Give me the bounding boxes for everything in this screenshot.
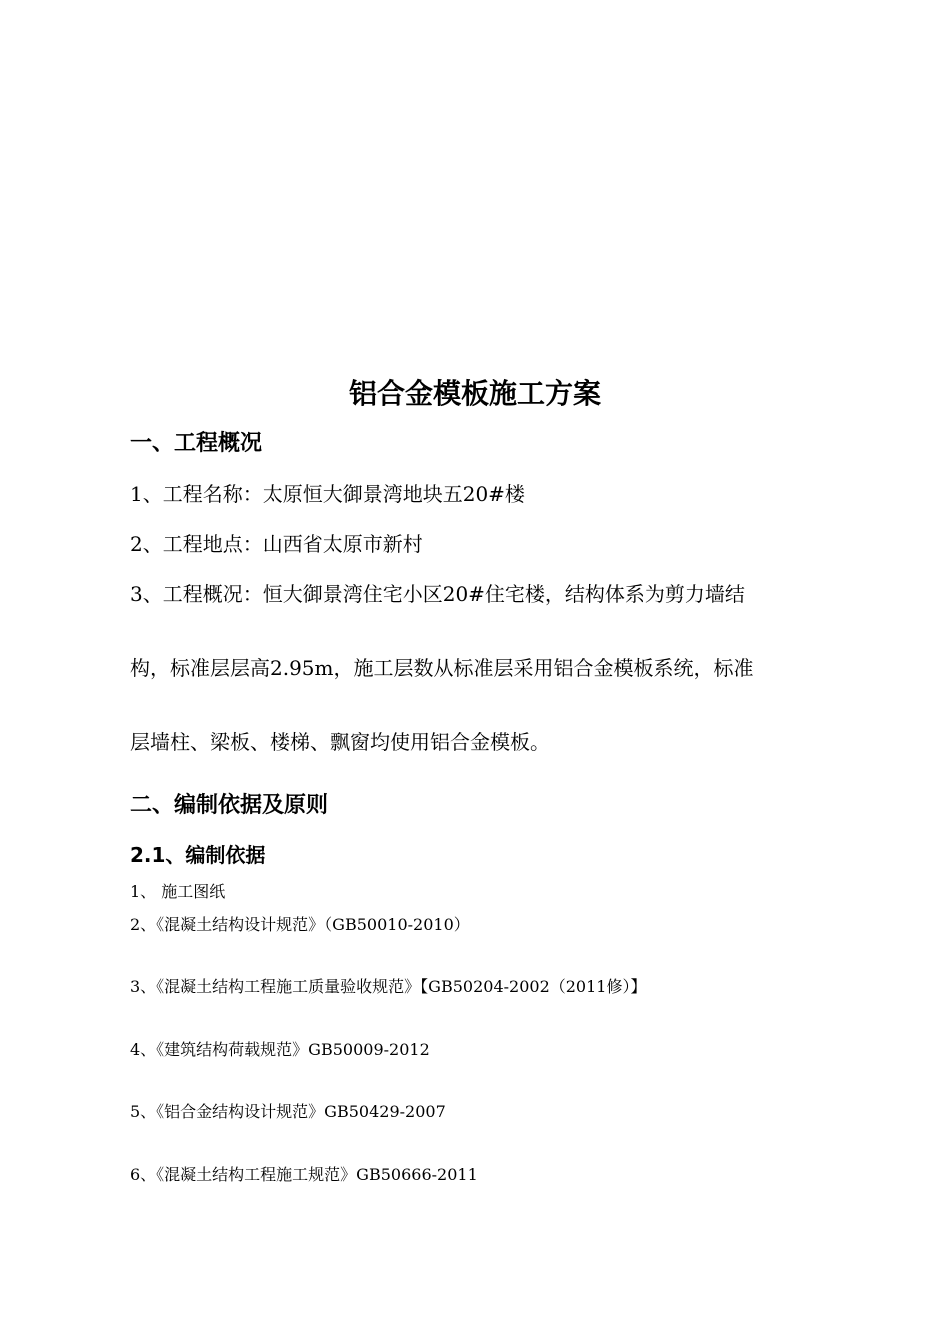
- reference-item: 1、 施工图纸: [130, 882, 226, 901]
- project-name-line: 1、工程名称：太原恒大御景湾地块五20#楼: [130, 482, 525, 506]
- reference-item: 4、《建筑结构荷载规范》GB50009-2012: [130, 1040, 430, 1059]
- reference-item: 2、《混凝土结构设计规范》（GB50010-2010）: [130, 915, 470, 934]
- section-heading-project-overview: 一、工程概况: [130, 431, 263, 456]
- project-overview-line-2: 构，标准层层高2.95m，施工层数从标准层采用铝合金模板系统，标准: [130, 656, 754, 680]
- document-title: 铝合金模板施工方案: [348, 377, 601, 410]
- section-heading-basis-principles: 二、编制依据及原则: [130, 793, 329, 818]
- reference-item: 3、《混凝土结构工程施工质量验收规范》【GB50204-2002（2011修）】: [130, 977, 647, 996]
- reference-item: 6、《混凝土结构工程施工规范》GB50666-2011: [130, 1165, 478, 1184]
- subsection-heading-basis: 2.1、编制依据: [130, 843, 266, 867]
- project-location-line: 2、工程地点：山西省太原市新村: [130, 532, 423, 556]
- reference-item: 5、《铝合金结构设计规范》GB50429-2007: [130, 1102, 446, 1121]
- project-overview-line-3: 层墙柱、梁板、楼梯、飘窗均使用铝合金模板。: [130, 730, 550, 754]
- project-overview-line-1: 3、工程概况：恒大御景湾住宅小区20#住宅楼，结构体系为剪力墙结: [130, 582, 745, 606]
